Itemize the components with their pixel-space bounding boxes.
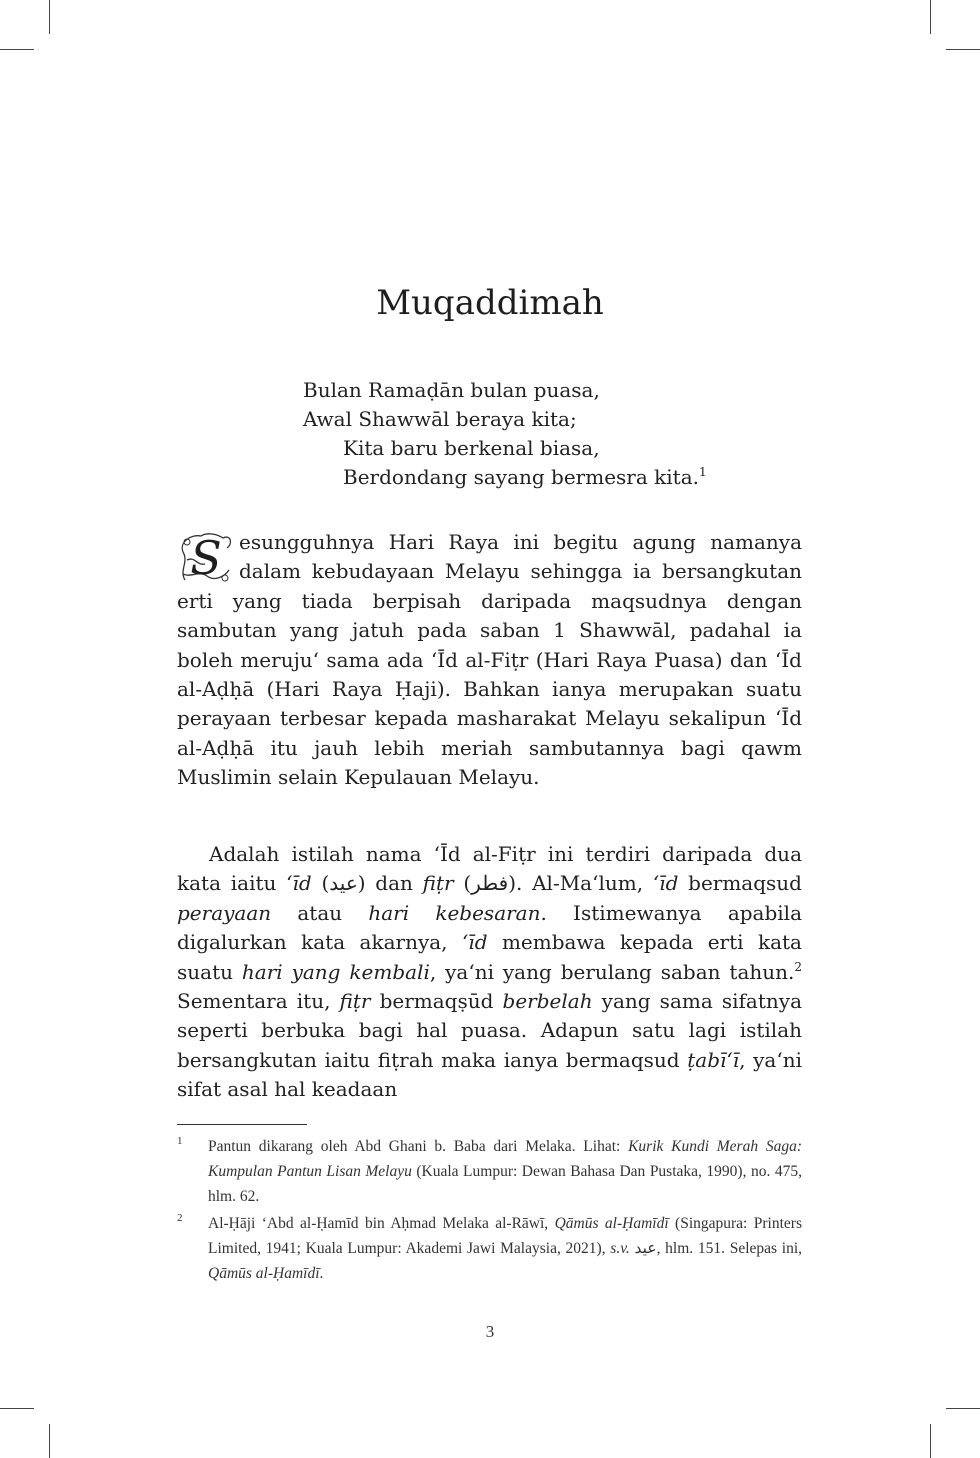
footnote-text: Al-Ḥāji ‘Abd al-Ḥamīd bin Aḥmad Melaka al-Rāwī, Qāmūs al-Ḥamīdī (Singapura: Printers Limited, 1941; Kuala Lumpur: Akademi Jawi Malaysia, 2021), s.v. عيد, hlm. 151. Selepas ini, Qāmūs al-Ḥamīdī. [208, 1215, 803, 1282]
verse-line: Bulan Ramaḍān bulan puasa, [303, 378, 600, 402]
footnote-number: 2 [177, 1212, 183, 1224]
crop-mark [930, 0, 931, 34]
footnote [177, 1134, 802, 1209]
svg-text:S: S [190, 531, 222, 585]
crop-mark [0, 49, 34, 50]
footnote-text: Pantun dikarang oleh Abd Ghani b. Baba dari Melaka. Lihat: Kurik Kundi Merah Saga: Kumpulan Pantun Lisan Melayu (Kuala Lumpur: Dewan Bahasa Dan Pustaka, 1990), no. 475, hlm. 62. [208, 1138, 802, 1205]
footnote-ref[interactable]: 2 [794, 959, 803, 974]
crop-mark [946, 1408, 980, 1409]
verse-line: Berdondang sayang bermesra kita.$^1$ [343, 465, 707, 489]
footnote-divider [177, 1124, 307, 1125]
verse-line: Awal Shawwāl beraya kita; [303, 407, 577, 431]
crop-mark [930, 1424, 931, 1458]
page-number: 3 [485, 1322, 495, 1341]
crop-mark [49, 0, 50, 34]
chapter-title: Muqaddimah [376, 283, 604, 323]
pantun-verse [303, 376, 823, 492]
crop-mark [0, 1408, 34, 1409]
ornamental-dropcap [177, 530, 235, 586]
body-paragraph: Adalah istilah nama ‘Īd al-Fiṭr ini terdiri daripada dua kata iaitu ‘īd (عيد) dan fiṭr (فطر). Al-Ma‘lum, ‘īd bermaqsud perayaan atau hari kebesaran. Istimewanya apabila digalurkan kata akarnya, ‘īd membawa kepada erti kata suatu hari yang kembali, ya‘ni yang berulang saban tahun.$^2$ Sementara itu, fiṭr bermaqṣūd berbelah yang sama sifatnya seperti berbuka bagi hal puasa. Adapun satu lagi istilah bersangkutan iaitu fiṭrah maka ianya bermaqsud ṭabī‘ī, ya‘ni sifat asal hal keadaan [177, 842, 803, 1102]
crop-mark [946, 49, 980, 50]
body-paragraph: S esungguhnya Hari Raya ini begitu agung namanya dalam kebudayaan Melayu sehingga ia bersangkutan erti yang tiada berpisah daripada maqsudnya dengan sambutan yang jatuh pada saban 1 Shawwāl, padahal ia boleh meruju‘ sama ada ‘Īd al-Fiṭr (Hari Raya Puasa) dan ‘Īd al-Aḍḥā (Hari Raya Ḥaji). Bahkan ianya merupakan suatu perayaan terbesar kepada masharakat Melayu sekalipun ‘Īd al-Aḍḥā itu jauh lebih meriah sambutannya bagi qawm Muslimin selain Kepulauan Melayu. [177, 530, 802, 790]
crop-mark [49, 1424, 50, 1458]
footnote-ref[interactable]: 1 [698, 465, 707, 479]
footnote [177, 1211, 802, 1286]
verse-line: Kita baru berkenal biasa, [343, 436, 600, 460]
footnote-number: 1 [177, 1135, 183, 1147]
ornament-icon [177, 530, 235, 586]
